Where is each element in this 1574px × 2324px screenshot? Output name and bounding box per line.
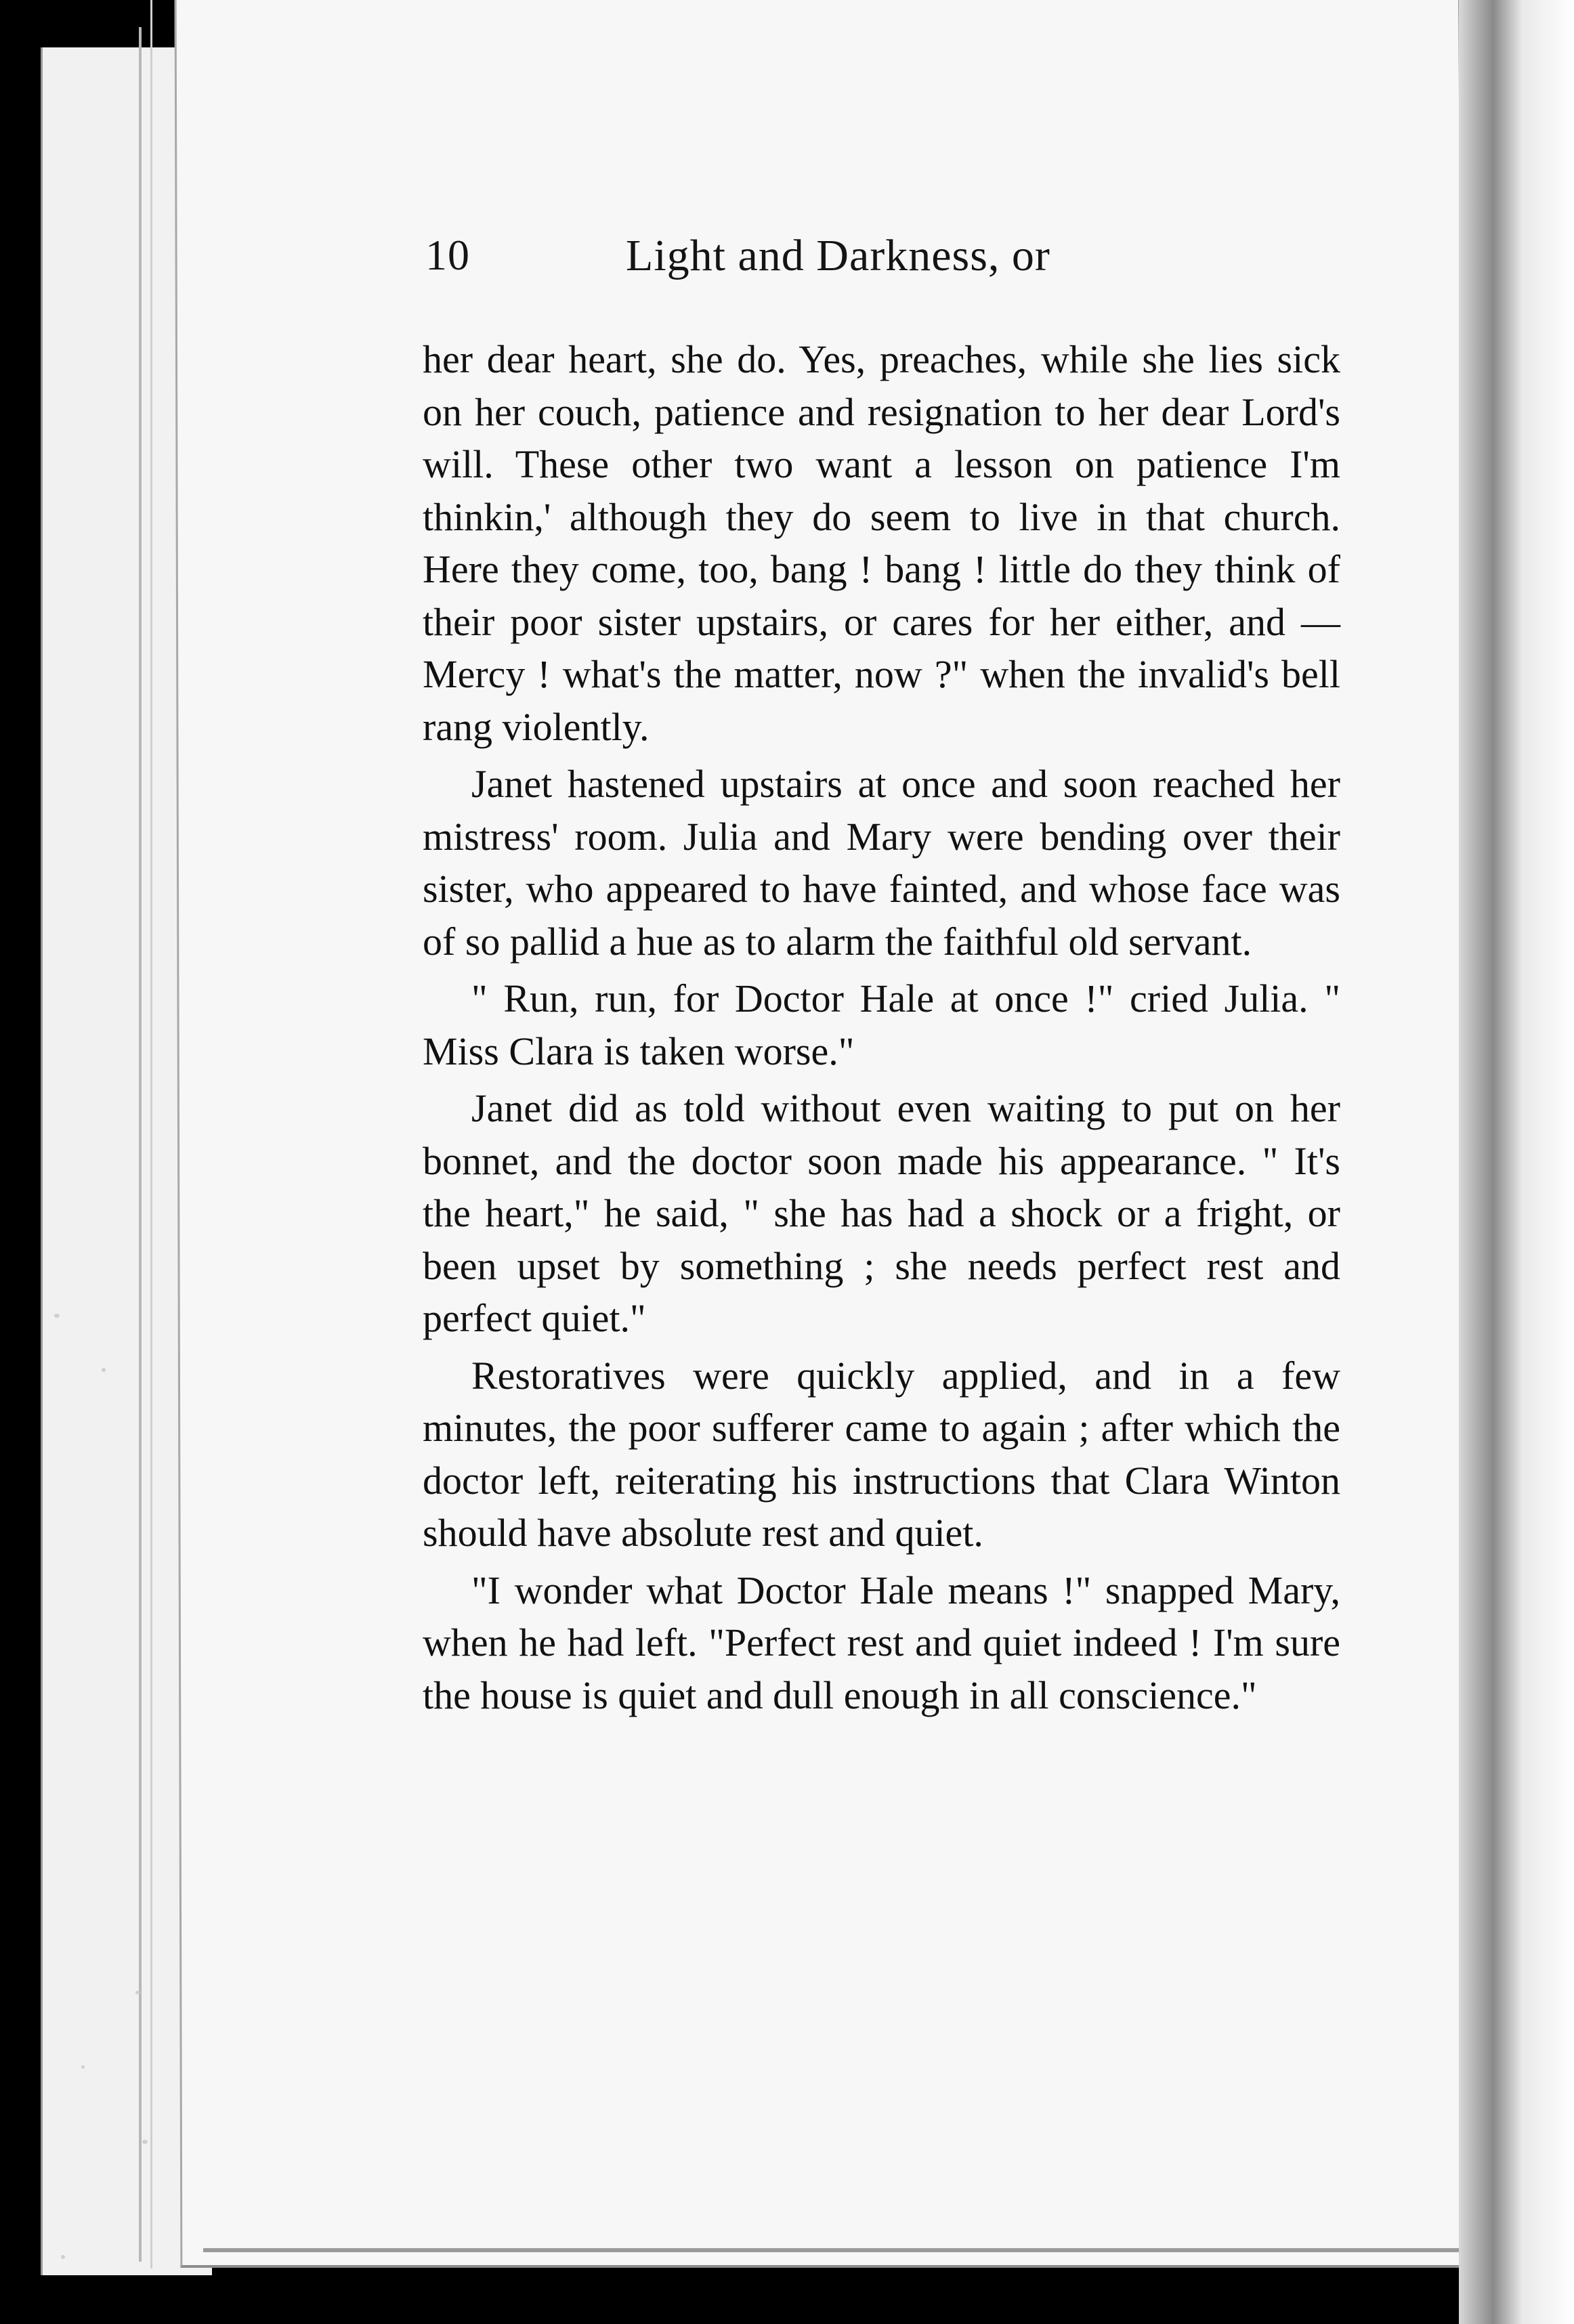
page-header: [425, 230, 1170, 291]
paragraph: Janet did as told without even waiting to put on her bonnet, and the doctor soon made his appearance. " It's the heart," he said, " she has had a shock or a fright, or been upset by something ; she needs perfect rest and perfect quiet.": [423, 1086, 1340, 1340]
paragraph: her dear heart, she do. Yes, preaches, while she lies sick on her couch, patience and resignation to her dear Lord's will. These other two want a lesson on patience I'm thinkin,' although they do seem to live in that church. Here they come, too, bang ! bang ! little do they think of their poor sister upstairs, or cares for her either, and —Mercy ! what's the matter, now ?" when the invalid's bell rang violently.: [423, 337, 1340, 749]
facing-page-edge: [1459, 0, 1574, 2324]
paragraph: Restoratives were quickly applied, and in a few minutes, the poor sufferer came to again ; after which the doctor left, reiterating his instructions that Clara Winton should have absolute rest and quiet.: [423, 1353, 1340, 1555]
paragraph: Janet hastened upstairs at once and soon reached her mistress' room. Julia and Mary were bending over their sister, who appeared to have fainted, and whose face was of so pallid a hue as to alarm the faithful old servant.: [423, 762, 1340, 964]
body-text: [423, 333, 1340, 1726]
paragraph: "I wonder what Doctor Hale means !" snapped Mary, when he had left. "Perfect rest and quiet indeed ! I'm sure the house is quiet and dull enough in all conscience.": [423, 1568, 1340, 1717]
page-bottom-edge: [203, 2248, 1463, 2252]
page-number: 10: [425, 231, 470, 279]
paragraph: " Run, run, for Doctor Hale at once !" cried Julia. " Miss Clara is taken worse.": [423, 976, 1340, 1073]
running-title: Light and Darkness, or: [626, 231, 1050, 280]
scan-noise: [41, 1287, 176, 2302]
